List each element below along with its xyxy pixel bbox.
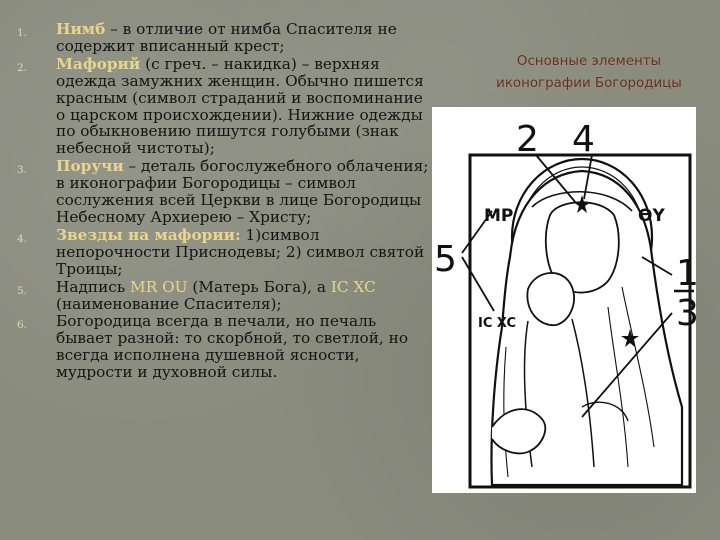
- item-number: 6.: [17, 319, 28, 332]
- item-term: Нимб: [56, 20, 106, 38]
- side-title: [470, 51, 708, 95]
- side-title-line1: Основные элементы: [516, 54, 662, 69]
- item-term: Звезды на мафории:: [56, 225, 241, 244]
- inscription-ov: ӨY: [638, 206, 665, 226]
- list-item: [14, 313, 432, 381]
- elements-list: [14, 21, 432, 381]
- item-text: Богородица всегда в печали, но печаль бывает разной: то скорбной, то светлой, но всегда исполнена душевной ясности, мудрости и духовной силы.: [56, 312, 409, 382]
- item-text: 1)символ непорочности Приснодевы; 2) символ святой Троицы;: [56, 225, 425, 278]
- inscription-mr-ou: MR OU: [130, 277, 188, 296]
- item-number: 5.: [17, 284, 28, 297]
- item-term: Поручи: [56, 157, 124, 176]
- inscription-icxc: IC XC: [478, 316, 517, 331]
- icon-diagram: [432, 107, 699, 493]
- theotokos-icon-drawing: [432, 107, 699, 493]
- list-item: [14, 56, 432, 157]
- inscription-ic-xc: IC XC: [330, 277, 376, 296]
- item-text-pre: Надпись: [56, 277, 131, 296]
- side-title-line2: иконографии Богородицы: [496, 76, 682, 91]
- item-text-post: (наименование Спасителя);: [56, 294, 282, 313]
- item-number: 1.: [17, 27, 28, 39]
- list-item: [14, 158, 432, 226]
- label-5: 5: [434, 239, 457, 280]
- label-2: 2: [516, 119, 539, 160]
- list-item: [14, 227, 432, 278]
- item-text: – в отличие от нимба Спасителя не содержит вписанный крест;: [56, 20, 397, 55]
- item-number: 4.: [17, 232, 28, 245]
- item-text-mid: (Матерь Бога), а: [187, 277, 331, 296]
- item-number: 2.: [17, 61, 28, 74]
- label-3: 3: [676, 293, 699, 334]
- item-number: 3.: [17, 164, 28, 177]
- label-1: 1: [676, 253, 699, 294]
- inscription-mp: МР: [484, 206, 514, 226]
- item-text: (с греч. – накидка) – верхняя одежда замужних женщин. Обычно пишется красным (символ страданий и воспоминание о царском происхождении). Нижние одежды по обыкновению пишутся голубыми (знак небесной чистоты);: [56, 54, 424, 158]
- label-4: 4: [572, 119, 595, 160]
- item-text: – деталь богослужебного облачения; в иконографии Богородицы – символ сослужения всей Церкви в лице Богородицы Небесному Архиерею – Христу;: [56, 157, 429, 226]
- list-item: [14, 21, 432, 55]
- list-item: [14, 279, 432, 313]
- item-term: Мафорий: [56, 54, 141, 73]
